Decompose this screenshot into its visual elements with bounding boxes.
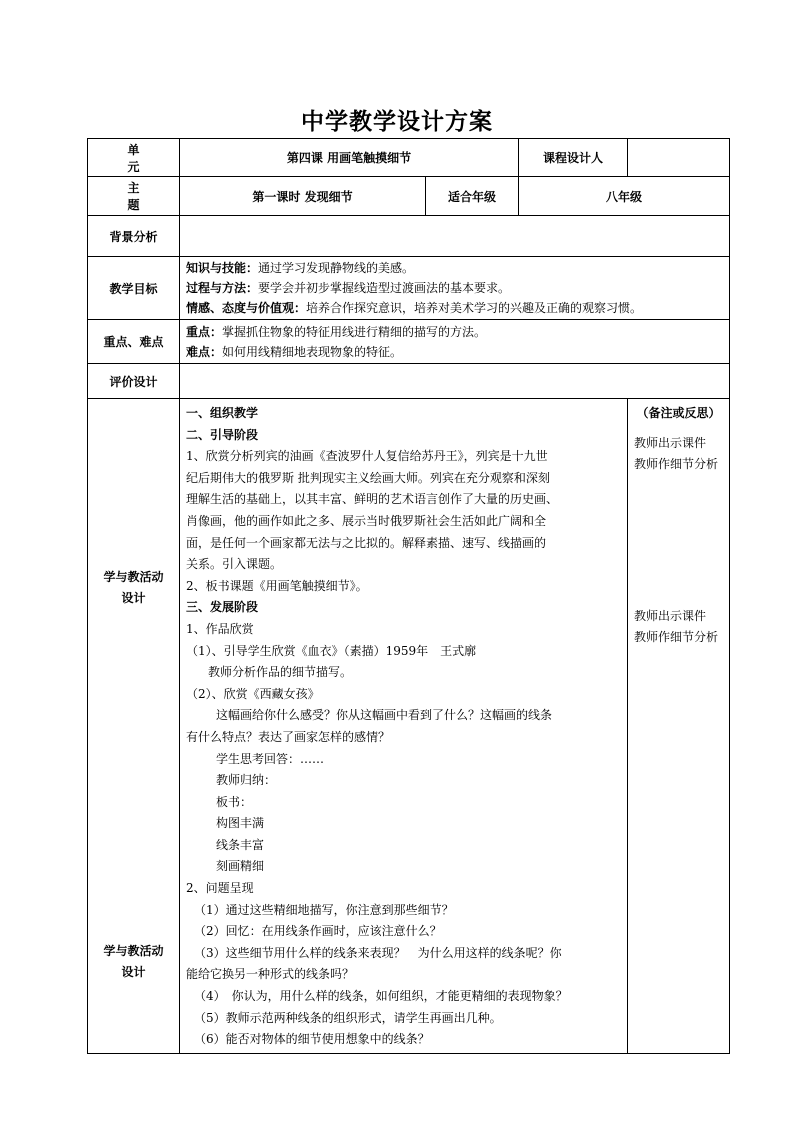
note-item: 教师作细节分析: [634, 630, 719, 645]
focus-label: 重点、难点: [88, 320, 180, 364]
focus-content: [180, 320, 730, 364]
notes-header: （备注或反思）: [636, 406, 721, 420]
background-label: 背景分析: [88, 216, 180, 257]
row-evaluation: [88, 364, 730, 399]
lesson-plan-table: [87, 138, 730, 1054]
activity-line: 二、引导阶段: [186, 427, 259, 442]
activity-line: 线条丰富: [216, 837, 265, 852]
note-item: 教师出示课件: [634, 435, 707, 450]
activity-line: （6）能否对物体的细节使用想象中的线条？: [194, 1032, 430, 1047]
activity-line: 刻画精细: [216, 859, 265, 874]
evaluation-label: 评价设计: [88, 364, 180, 399]
unit-label: 单 元: [88, 139, 180, 177]
activity-line: （3）这些细节用什么样的线条来表现？ 为什么用这样的线条呢？你: [194, 945, 562, 960]
activity-line: （2）回忆：在用线条作画时，应该注意什么？: [194, 924, 442, 939]
activity-line: （1）、引导学生欣赏《血衣》（素描）1959年 王式廓: [186, 643, 477, 658]
page-title: 中学教学设计方案: [301, 108, 493, 135]
activity-line: 教师归纳：: [216, 773, 277, 788]
designer-value: [628, 139, 730, 177]
activity-line: 教师分析作品的细节描写。: [208, 665, 353, 680]
activity-line: 1、作品欣赏: [186, 621, 254, 636]
activity-line: （4） 你认为，用什么样的线条，如何组织，才能更精细的表现物象？: [194, 989, 568, 1004]
activity-line: 面，是任何一个画家都无法与之比拟的。解释素描、速写、线描画的: [186, 535, 547, 550]
goals-content: [180, 257, 730, 320]
activity-line: 1、欣赏分析列宾的油画《查波罗什人复信给苏丹王》，列宾是十九世: [186, 449, 548, 464]
activity-label-3: 学与教活动: [103, 944, 164, 958]
goals-label: 教学目标: [88, 257, 180, 320]
designer-label: 课程设计人: [519, 139, 628, 177]
row-background: [88, 216, 730, 257]
activity-line: 有什么特点？表达了画家怎样的感情？: [186, 729, 391, 744]
row-topic: [88, 177, 730, 216]
goal-process: 过程与方法：要学会并初步掌握线造型过渡画法的基本要求。: [186, 281, 511, 295]
row-unit: [88, 139, 730, 177]
activity-line: 三、发展阶段: [186, 600, 259, 615]
activity-line: （1）通过这些精细地描写，你注意到那些细节？: [194, 902, 454, 917]
activity-line: 一、组织教学: [186, 406, 259, 420]
activity-line: 肖像画，他的画作如此之多、展示当时俄罗斯社会生活如此广阔和全: [186, 513, 547, 528]
focus-key-point: 重点：掌握抓住物象的特征用线进行精细的描写的方法。: [186, 324, 487, 339]
activity-label-cell: [88, 399, 180, 1054]
activity-line: 构图丰满: [216, 816, 265, 831]
row-focus: [88, 320, 730, 364]
topic-value: 第一课时 发现细节: [180, 177, 426, 216]
activity-label-1: 学与教活动: [103, 570, 164, 584]
goal-knowledge: 知识与技能：通过学习发现静物线的美感。: [186, 261, 415, 275]
background-value: [180, 216, 730, 257]
activity-line: 2、板书课题《用画笔触摸细节》。: [186, 578, 368, 593]
activity-line: 纪后期伟大的俄罗斯 批判现实主义绘画大师。列宾在充分观察和深刻: [186, 470, 550, 485]
grade-label: 适合年级: [426, 177, 519, 216]
note-item: 教师出示课件: [634, 608, 707, 623]
activity-label-2: 设计: [121, 591, 146, 605]
activity-line: （5）教师示范两种线条的组织形式，请学生再画出几种。: [194, 1010, 502, 1025]
evaluation-value: [180, 364, 730, 399]
focus-difficulty: 难点：如何用线精细地表现物象的特征。: [186, 344, 403, 359]
row-goals: [88, 257, 730, 320]
activity-line: （2）、欣赏《西藏女孩》: [186, 686, 320, 701]
activity-line: 2、问题呈现: [186, 881, 254, 896]
row-activity: [88, 399, 730, 1054]
activity-line: 这幅画给你什么感受？你从这幅画中看到了什么？这幅画的线条: [216, 708, 553, 723]
unit-value: 第四课 用画笔触摸细节: [180, 139, 519, 177]
activity-line: 能给它换另一种形式的线条吗？: [186, 967, 355, 982]
note-item: 教师作细节分析: [634, 457, 719, 472]
activity-line: 学生思考回答：……: [216, 751, 325, 766]
grade-value: 八年级: [519, 177, 730, 216]
activity-label-4: 设计: [121, 965, 146, 979]
activity-line: 关系。引入课题。: [186, 557, 283, 572]
note-spacer: [634, 476, 723, 606]
activity-line: 理解生活的基础上，以其丰富、鲜明的艺术语言创作了大量的历史画、: [186, 492, 559, 507]
goal-attitude: 情感、态度与价值观：培养合作探究意识，培养对美术学习的兴趣及正确的观察习惯。: [186, 301, 643, 315]
topic-label: 主 题: [88, 177, 180, 216]
activity-content: [180, 399, 628, 1054]
activity-line: 板书：: [216, 794, 253, 809]
notes-column: [628, 399, 730, 1054]
